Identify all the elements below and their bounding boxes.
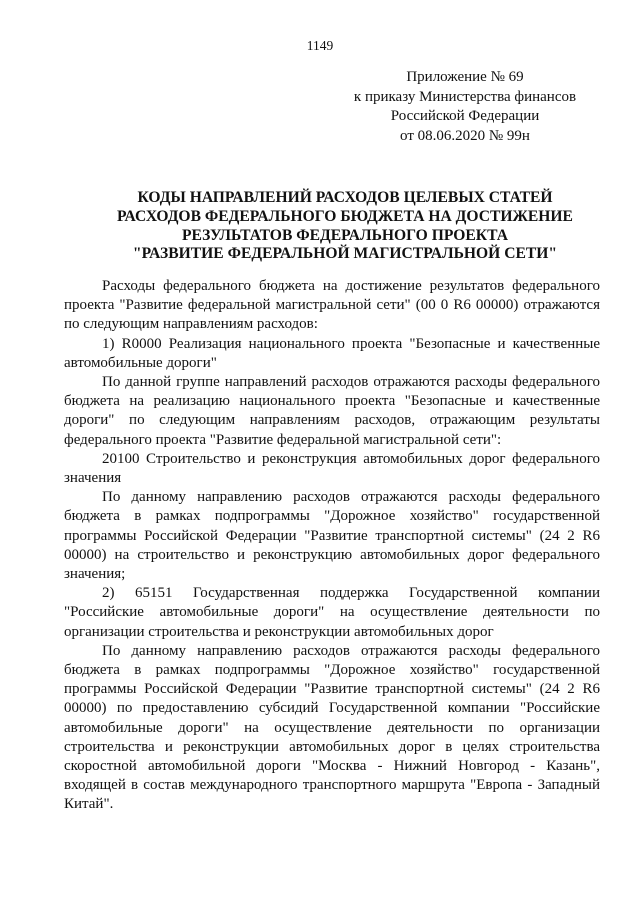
title-line-2: РАСХОДОВ ФЕДЕРАЛЬНОГО БЮДЖЕТА НА ДОСТИЖЕНИЕ (117, 207, 573, 225)
page-number: 1149 (306, 38, 334, 53)
document-title (80, 189, 610, 264)
paragraph-item-2-description: По данному направлению расходов отражаются расходы федерального бюджета в рамках подпрограммы "Дорожное хозяйство" государственной программы Российской Федерации "Развитие транспортной системы" (24 2 R6 00000) по предоставлению субсидий Государственной компании "Российские автомобильные дороги" на осуществление деятельности по организации строительства и реконструкции автомобильных дорог в целях строительства скоростной автомобильной дороги "Москва - Нижний Новгород - Казань", входящей в состав международного транспортного маршрута "Европа - Западный Китай". (64, 642, 600, 813)
paragraph-item-2: 2) 65151 Государственная поддержка Государственной компании "Российские автомобильные дороги" на осуществление деятельности по организации строительства и реконструкции автомобильных дорог (64, 585, 600, 640)
title-line-3: РЕЗУЛЬТАТОВ ФЕДЕРАЛЬНОГО ПРОЕКТА (182, 226, 508, 244)
appendix-line-order: к приказу Министерства финансов (353, 88, 577, 105)
appendix-line-date: от 08.06.2020 № 99н (400, 127, 530, 144)
paragraph-code-20100: 20100 Строительство и реконструкция автомобильных дорог федерального значения (64, 450, 600, 487)
paragraph-item-1-description: По данной группе направлений расходов отражаются расходы федерального бюджета на реализацию национального проекта "Безопасные и качественные дороги" по следующим направлениям расходов, отражающим результаты федерального проекта "Развитие федеральной магистральной сети": (64, 374, 600, 448)
document-body (64, 277, 600, 815)
title-line-4: "РАЗВИТИЕ ФЕДЕРАЛЬНОЙ МАГИСТРАЛЬНОЙ СЕТИ" (132, 245, 558, 263)
paragraph-item-1: 1) R0000 Реализация национального проекта "Безопасные и качественные автомобильные дороги" (64, 335, 600, 371)
paragraph-code-20100-description: По данному направлению расходов отражаются расходы федерального бюджета в рамках подпрограммы "Дорожное хозяйство" государственной программы Российской Федерации "Развитие транспортной системы" (24 2 R6 00000) на строительство и реконструкцию автомобильных дорог федерального значения; (64, 489, 600, 583)
appendix-line-country: Российской Федерации (390, 108, 540, 124)
title-line-1: КОДЫ НАПРАВЛЕНИЙ РАСХОДОВ ЦЕЛЕВЫХ СТАТЕЙ (137, 189, 553, 206)
appendix-header (340, 68, 590, 146)
appendix-line-number: Приложение № 69 (406, 69, 524, 85)
paragraph-intro: Расходы федерального бюджета на достижение результатов федерального проекта "Развитие федеральной магистральной сети" (00 0 R6 00000) отражаются по следующим направлениям расходов: (64, 278, 600, 333)
